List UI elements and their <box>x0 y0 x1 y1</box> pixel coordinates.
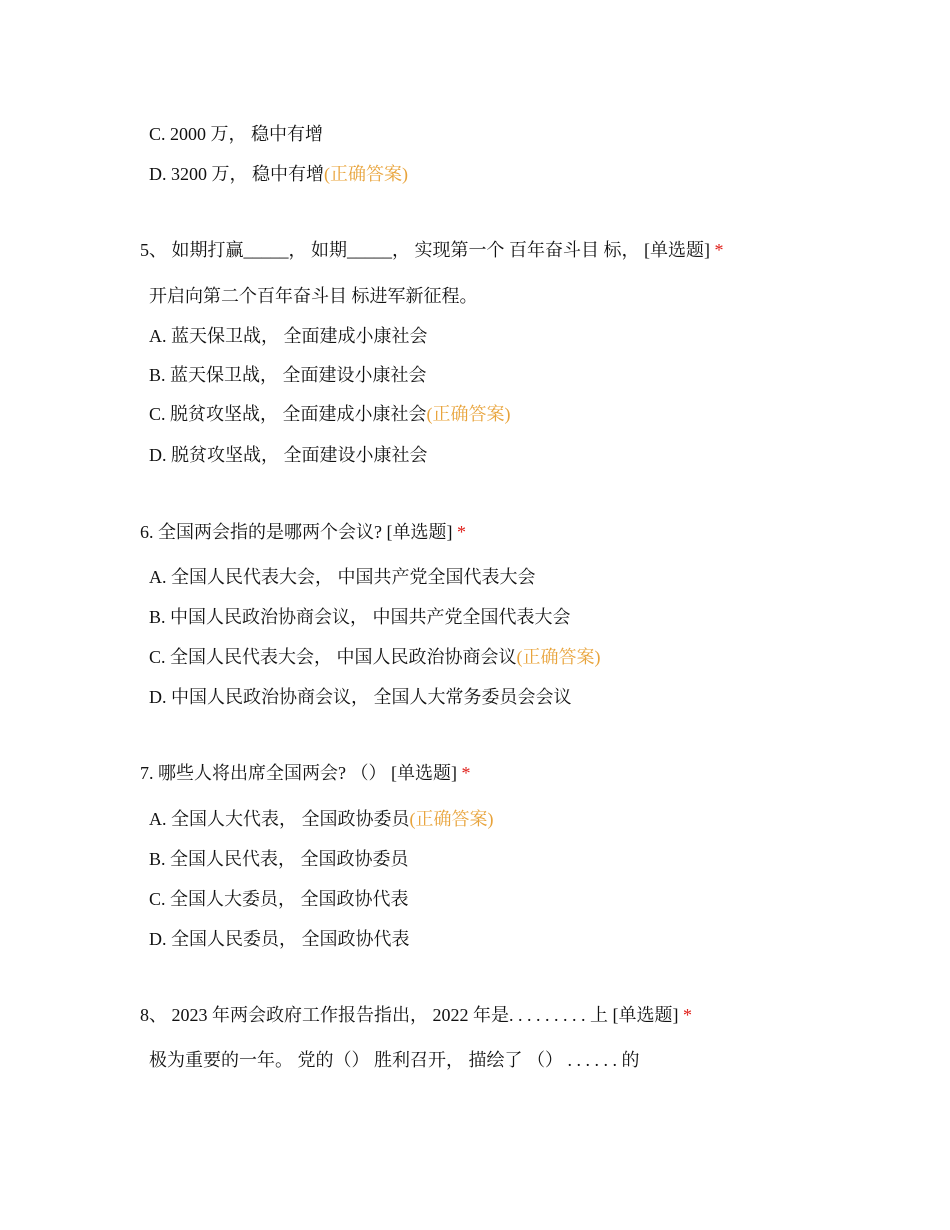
option-text: B. 全国人民代表， 全国政协委员 <box>149 849 409 869</box>
option-text: B. 中国人民政治协商会议， 中国共产党全国代表大会 <box>149 607 571 627</box>
option-text: B. 蓝天保卫战， 全面建设小康社会 <box>149 365 427 385</box>
question-7-option-c <box>149 887 409 911</box>
question-text: 开启向第二个百年奋斗目 标进军新征程。 <box>149 286 478 306</box>
question-5-option-c <box>149 402 511 426</box>
question-7-option-a <box>149 807 494 831</box>
option-text: A. 蓝天保卫战， 全面建成小康社会 <box>149 326 428 346</box>
option-text: C. 全国人大委员， 全国政协代表 <box>149 889 409 909</box>
question-8-stem-continuation <box>149 1048 640 1072</box>
option-text: D. 全国人民委员， 全国政协代表 <box>149 929 410 949</box>
required-mark: * <box>683 1005 692 1025</box>
option-text: C. 2000 万， 稳中有增 <box>149 124 324 144</box>
correct-answer-label: (正确答案) <box>426 404 511 424</box>
question-5-option-d <box>149 443 428 467</box>
question-4-option-d <box>149 162 408 186</box>
question-text: 极为重要的一年。 党的（） 胜利召开， 描绘了 （） . . . . . . 的 <box>149 1050 640 1070</box>
option-text: D. 脱贫攻坚战， 全面建设小康社会 <box>149 445 428 465</box>
option-text: C. 全国人民代表大会， 中国人民政治协商会议 <box>149 647 517 667</box>
question-5-stem <box>140 238 724 262</box>
required-mark: * <box>461 763 471 783</box>
question-6-option-b <box>149 605 571 629</box>
question-text: 7. 哪些人将出席全国两会? （） [单选题] <box>140 763 457 783</box>
question-8-stem <box>140 1003 692 1027</box>
question-4-option-c <box>149 122 323 146</box>
question-6-option-c <box>149 645 601 669</box>
option-text: A. 全国人大代表， 全国政协委员 <box>149 809 410 829</box>
question-5-stem-continuation <box>149 284 478 308</box>
option-text: D. 中国人民政治协商会议， 全国人大常务委员会会议 <box>149 687 572 707</box>
question-text: 8、 2023 年两会政府工作报告指出， 2022 年是. . . . . . . . . 上 [单选题] <box>140 1005 679 1025</box>
question-7-stem <box>140 761 470 785</box>
question-text: 5、 如期打赢_____， 如期_____， 实现第一个 百年奋斗目 标， [单选题] <box>140 240 710 260</box>
question-5-option-b <box>149 363 427 387</box>
option-text: C. 脱贫攻坚战， 全面建成小康社会 <box>149 404 427 424</box>
question-5-option-a <box>149 324 428 348</box>
question-7-option-d <box>149 927 410 951</box>
question-6-stem <box>140 520 466 544</box>
question-text: 6. 全国两会指的是哪两个会议? [单选题] <box>140 522 453 542</box>
correct-answer-label: (正确答案) <box>516 647 601 667</box>
question-7-option-b <box>149 847 409 871</box>
question-6-option-a <box>149 565 536 589</box>
correct-answer-label: (正确答案) <box>324 164 408 184</box>
correct-answer-label: (正确答案) <box>409 809 494 829</box>
required-mark: * <box>456 522 466 542</box>
option-text: D. 3200 万， 稳中有增 <box>149 164 324 184</box>
option-text: A. 全国人民代表大会， 中国共产党全国代表大会 <box>149 567 536 587</box>
question-6-option-d <box>149 685 572 709</box>
required-mark: * <box>714 240 724 260</box>
